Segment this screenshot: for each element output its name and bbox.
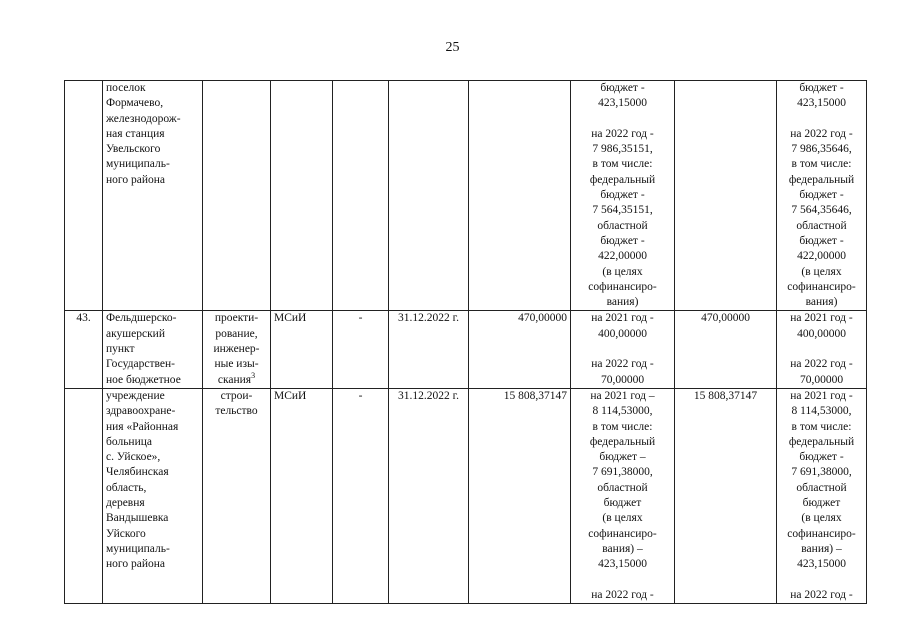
cell-line: Государствен- xyxy=(106,358,175,371)
cell-text: 470,00000 xyxy=(701,312,750,325)
cell-text: 15 808,37147 xyxy=(503,389,567,402)
limits-cell xyxy=(571,388,675,603)
cell-line: областной xyxy=(597,481,648,494)
cell-line: вания) xyxy=(606,296,639,309)
cell-line: вания) – xyxy=(602,542,643,555)
cell-line: Фельдшерско- xyxy=(106,312,177,325)
cell-line: деревня xyxy=(106,497,145,510)
cell-line xyxy=(574,573,671,588)
cell-line: 400,00000 xyxy=(598,327,647,340)
cell-line: поселок xyxy=(106,82,146,94)
cell-line: 7 564,35151, xyxy=(592,204,653,217)
estimated-cost-cell xyxy=(469,311,571,388)
cell-line: железнодорож- xyxy=(106,112,181,125)
cell-line: (в целях xyxy=(602,265,643,278)
cell-line: Формачево, xyxy=(106,97,164,110)
investment-table xyxy=(64,80,867,604)
cell-line: 7 691,38000, xyxy=(791,466,852,479)
cell-line: в том числе: xyxy=(592,158,653,171)
cell-line: бюджет - xyxy=(799,82,844,94)
cell-line: бюджет – xyxy=(599,451,646,464)
cell-line: на 2021 год - xyxy=(591,312,654,325)
cell-line: проекти- xyxy=(214,312,259,325)
cell-line: больница xyxy=(106,435,152,448)
cell-line: 422,00000 xyxy=(598,250,647,263)
cell-line: бюджет - xyxy=(799,234,844,247)
cell-line: Вандышевка xyxy=(106,512,169,525)
cell-line: (в целях xyxy=(602,512,643,525)
cell-line: бюджет xyxy=(603,497,642,510)
cell-line: 8 114,53000, xyxy=(791,405,852,418)
cell-line: на 2022 год - xyxy=(591,588,654,601)
cell-line: софинансиро- xyxy=(588,527,657,540)
page-number: 25 xyxy=(445,40,460,55)
cell-line: областной xyxy=(597,219,648,232)
cell-text: - xyxy=(358,312,363,325)
cell-line: область, xyxy=(106,481,147,494)
cell-line: муниципаль- xyxy=(106,542,170,555)
cell-line xyxy=(574,112,671,127)
cell-line: на 2021 год – xyxy=(590,389,655,402)
cell-line: 423,15000 xyxy=(598,97,647,110)
cell-line: 7 986,35646, xyxy=(791,143,852,156)
cell-line: Увельского xyxy=(106,143,161,156)
limits-cell xyxy=(571,81,675,311)
work-type-cell xyxy=(203,388,271,603)
dash-cell xyxy=(333,81,389,311)
dash-cell xyxy=(333,388,389,603)
deadline-cell xyxy=(389,81,469,311)
cell-line: с. Уйское», xyxy=(106,451,161,464)
cell-line: федеральный xyxy=(788,435,855,448)
row-number-cell xyxy=(65,388,103,603)
cell-line: федеральный xyxy=(589,435,656,448)
cell-line: софинансиро- xyxy=(787,527,856,540)
cell-line: софинансиро- xyxy=(588,280,657,293)
cell-line: 7 986,35151, xyxy=(592,143,653,156)
limits-cell xyxy=(571,311,675,388)
cell-line: 70,00000 xyxy=(600,373,645,386)
cell-line: рование, xyxy=(215,327,258,340)
cell-line: бюджет - xyxy=(600,82,645,94)
table-row xyxy=(65,388,867,603)
work-type-cell xyxy=(203,81,271,311)
cell-line: 423,15000 xyxy=(797,97,846,110)
cell-line xyxy=(780,573,863,588)
cell-line: вания) xyxy=(805,296,838,309)
cell-line: 423,15000 xyxy=(797,558,846,571)
cell-line: федеральный xyxy=(788,173,855,186)
cell-line: (в целях xyxy=(801,265,842,278)
cell-text: МСиИ xyxy=(274,312,307,325)
cell-text: МСиИ xyxy=(274,389,307,402)
cell-line: акушерский xyxy=(106,327,165,340)
cell-line xyxy=(780,342,863,357)
cell-line: 8 114,53000, xyxy=(592,405,653,418)
limits-cell-2 xyxy=(777,81,867,311)
cell-line: 7 564,35646, xyxy=(791,204,852,217)
cell-line: бюджет - xyxy=(600,189,645,202)
cell-line xyxy=(574,342,671,357)
cell-line: 400,00000 xyxy=(797,327,846,340)
estimated-cost-cell-2 xyxy=(675,388,777,603)
row-number-cell xyxy=(65,81,103,311)
cell-line: бюджет - xyxy=(799,451,844,464)
cell-text: 31.12.2022 г. xyxy=(398,389,459,402)
table-row xyxy=(65,81,867,311)
cell-line: ные изы- xyxy=(214,358,259,371)
cell-line: ная станция xyxy=(106,127,165,140)
cell-line: учреждение xyxy=(106,389,165,402)
cell-line: (в целях xyxy=(801,512,842,525)
cell-line: скания$^3$ xyxy=(217,370,256,386)
cell-text: - xyxy=(358,389,363,402)
row-number-cell xyxy=(65,311,103,388)
object-name-cell xyxy=(103,388,203,603)
cell-line: ного района xyxy=(106,558,165,571)
cell-line: на 2022 год - xyxy=(591,127,654,140)
cell-line: вания) – xyxy=(801,542,842,555)
limits-cell-2 xyxy=(777,388,867,603)
footnote-mark: 3 xyxy=(251,370,256,380)
cell-line: софинансиро- xyxy=(787,280,856,293)
customer-cell xyxy=(271,81,333,311)
customer-cell xyxy=(271,311,333,388)
cell-line: 423,15000 xyxy=(598,558,647,571)
deadline-cell xyxy=(389,311,469,388)
cell-line: областной xyxy=(796,481,847,494)
cell-line: областной xyxy=(796,219,847,232)
cell-line: инженер- xyxy=(213,343,260,356)
table-row xyxy=(65,311,867,388)
cell-line: строи- xyxy=(220,389,253,402)
cell-text: 15 808,37147 xyxy=(693,389,758,402)
cell-line: Уйского xyxy=(106,527,146,540)
customer-cell xyxy=(271,388,333,603)
cell-line: федеральный xyxy=(589,173,656,186)
cell-line: на 2022 год - xyxy=(790,588,853,601)
cell-line: Челябинская xyxy=(106,466,169,479)
cell-text: 470,00000 xyxy=(518,312,567,325)
cell-line: ния «Районная xyxy=(106,420,179,433)
estimated-cost-cell-2 xyxy=(675,311,777,388)
cell-line: 7 691,38000, xyxy=(592,466,653,479)
cell-line xyxy=(780,112,863,127)
cell-line: в том числе: xyxy=(791,158,852,171)
object-name-cell xyxy=(103,311,203,388)
cell-text: 43. xyxy=(76,312,91,325)
cell-line: ного района xyxy=(106,173,165,186)
cell-line: бюджет xyxy=(802,497,841,510)
limits-cell-2 xyxy=(777,311,867,388)
work-type-cell xyxy=(203,311,271,388)
dash-cell xyxy=(333,311,389,388)
cell-line: на 2021 год - xyxy=(790,312,853,325)
estimated-cost-cell xyxy=(469,388,571,603)
cell-line: тельство xyxy=(215,405,258,418)
cell-line: на 2022 год - xyxy=(790,127,853,140)
cell-line: на 2022 год - xyxy=(591,358,654,371)
cell-line: в том числе: xyxy=(791,420,852,433)
deadline-cell xyxy=(389,388,469,603)
cell-line: пункт xyxy=(106,343,135,356)
cell-text: 31.12.2022 г. xyxy=(398,312,459,325)
cell-line: здравоохране- xyxy=(106,405,176,418)
cell-line: 70,00000 xyxy=(799,373,844,386)
object-name-cell xyxy=(103,81,203,311)
cell-line: в том числе: xyxy=(592,420,653,433)
estimated-cost-cell-2 xyxy=(675,81,777,311)
estimated-cost-cell xyxy=(469,81,571,311)
cell-line: ное бюджетное xyxy=(106,373,181,386)
cell-line: 422,00000 xyxy=(797,250,846,263)
cell-line: муниципаль- xyxy=(106,158,170,171)
cell-line: бюджет - xyxy=(799,189,844,202)
cell-line: на 2022 год - xyxy=(790,358,853,371)
cell-line: бюджет - xyxy=(600,234,645,247)
cell-line: на 2021 год - xyxy=(790,389,853,402)
